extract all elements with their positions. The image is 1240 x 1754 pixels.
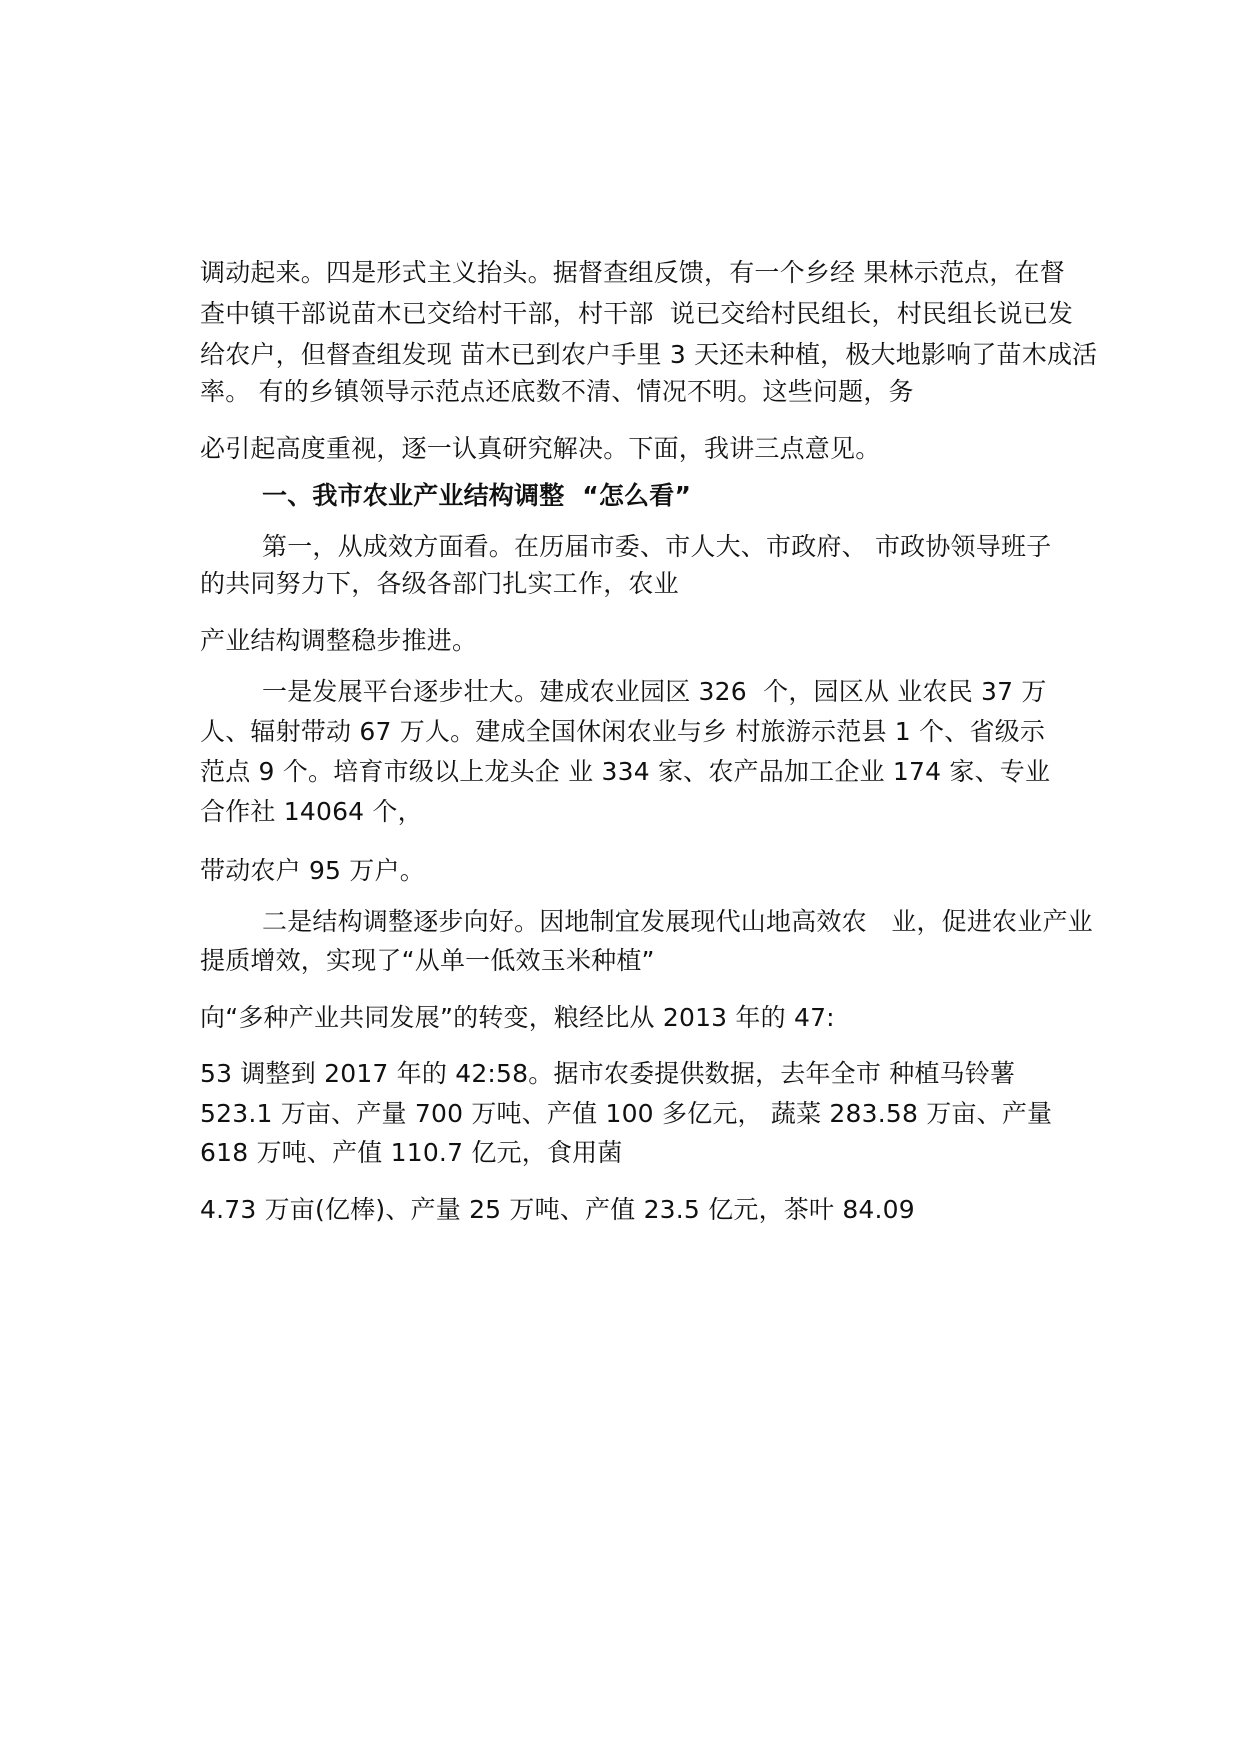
text-line: 人、辐射带动 67 万人。建成全国休闲农业与乡 村旅游示范县 1 个、省级示 <box>200 717 1046 746</box>
section-heading: 一、我市农业产业结构调整 “怎么看” <box>262 481 692 510</box>
text-line: 523.1 万亩、产量 700 万吨、产值 100 多亿元， 蔬菜 283.58 万亩、产量 <box>200 1099 1053 1128</box>
text-line: 618 万吨、产值 110.7 亿元，食用菌 <box>200 1138 623 1167</box>
text-line: 第一，从成效方面看。在历届市委、市人大、市政府、 市政协领导班子 <box>262 532 1052 561</box>
text-line: 的共同努力下，各级各部门扎实工作，农业 <box>200 569 679 598</box>
text-line: 53 调整到 2017 年的 42:58。据市农委提供数据，去年全市 种植马铃薯 <box>200 1059 1016 1088</box>
text-line: 产业结构调整稳步推进。 <box>200 626 478 655</box>
text-line: 调动起来。四是形式主义抬头。据督查组反馈，有一个乡经 果林示范点，在督 <box>200 258 1065 287</box>
text-line: 一是发展平台逐步壮大。建成农业园区 326 个，园区从 业农民 37 万 <box>262 677 1047 706</box>
text-line: 合作社 14064 个， <box>200 797 423 826</box>
text-line: 必引起高度重视，逐一认真研究解决。下面，我讲三点意见。 <box>200 434 881 463</box>
text-line: 向“多种产业共同发展”的转变，粮经比从 2013 年的 47: <box>200 1003 835 1032</box>
text-line: 范点 9 个。培育市级以上龙头企 业 334 家、农产品加工企业 174 家、专业 <box>200 757 1051 786</box>
text-line: 提质增效，实现了“从单一低效玉米种植” <box>200 946 655 975</box>
text-line: 二是结构调整逐步向好。因地制宜发展现代山地高效农 业，促进农业产业 <box>262 907 1093 936</box>
text-line: 4.73 万亩(亿棒)、产量 25 万吨、产值 23.5 亿元，茶叶 84.09 <box>200 1195 915 1224</box>
text-line: 带动农户 95 万户。 <box>200 856 425 885</box>
text-line: 给农户，但督查组发现 苗木已到农户手里 3 天还未种植，极大地影响了苗木成活 <box>200 340 1098 369</box>
text-line: 率。 有的乡镇领导示范点还底数不清、情况不明。这些问题，务 <box>200 377 914 406</box>
text-line: 查中镇干部说苗木已交给村干部，村干部 说已交给村民组长，村民组长说已发 <box>200 299 1074 328</box>
